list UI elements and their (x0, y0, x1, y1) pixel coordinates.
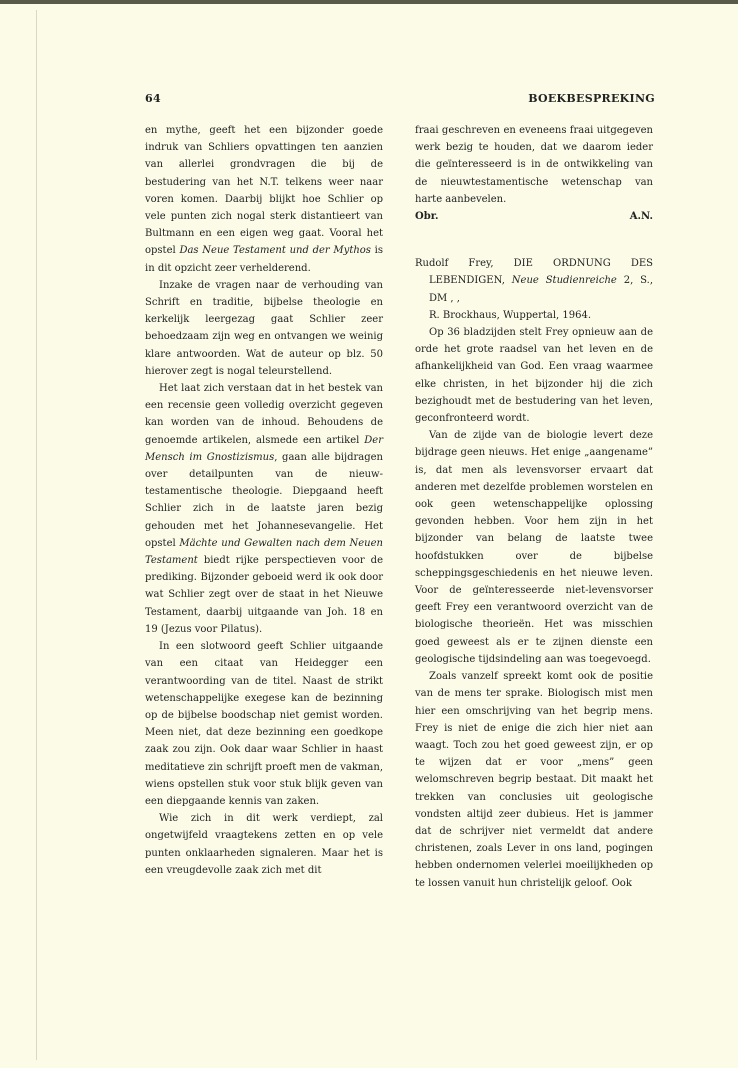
running-header-title: BOEKBESPREKING (528, 92, 655, 105)
paragraph: en mythe, geeft het een bijzonder goede indruk van Schliers opvattingen ten aanzien van allerlei grondvragen die bij de bestudering van het N.T. telkens weer naar voren komen. Daarbij blijkt hoe Schlier op vele punten zich nogal sterk distantieert van Bultmann en een eigen weg gaat. Vooral het opstel Das Neue Testament und der Mythos is in dit opzicht zeer verhelderend. (145, 125, 384, 274)
page-gutter-line (36, 10, 37, 1060)
book-title-italic: Das Neue Testament und der Mythos (179, 245, 371, 257)
signature-left: Obr. (415, 211, 439, 223)
paragraph: fraai geschreven en eveneens fraai uitgegeven werk bezig te houden, dat we daarom ieder die geïnteresseerd is in de ontwikkeling van de nieuwtestamentische wetenschap van harte aanbevelen. (415, 125, 653, 205)
paragraph: In een slotwoord geeft Schlier uitgaande van een citaat van Heidegger een verantwoording van de titel. Naast de strikt wetenschappelijke exegese kan de bezinning op de bijbelse boodschap niet gemist worden. Meen niet, dat deze bezinning een goedkope zaak zou zijn. Ook daar waar Schlier in haast meditatieve zin schrijft proeft men de vakman, wiens opstellen stuk voor stuk blijk geven van een diepgaande kennis van zaken. (145, 641, 383, 807)
paragraph: Zoals vanzelf spreekt komt ook de positie van de mens ter sprake. Biologisch mist men hier een omschrijving van het begrip mens. Frey is niet de enige die zich hier niet aan waagt. Toch zou het goed geweest zijn, er op te wijzen dat er voor „mens” geen welomschreven begrip bestaat. Dit maakt het trekken van conclusies uit geologische vondsten altijd zeer dubieus. Het is jammer dat de schrijver niet vermeldt dat andere christenen, zoals Lever in ons land, pogingen hebben ondernomen velerlei moeilijkheden op te lossen vanuit hun christelijk geloof. Ook (415, 671, 653, 889)
page-number: 64 (145, 92, 161, 105)
biblio-line: Rudolf Frey, DIE ORDNUNG DES LEBENDIGEN, Neue Studienreiche 2, S., DM , , R. Brockhaus, Wuppertal, 1964. (415, 258, 654, 321)
bibliographic-entry (415, 255, 653, 324)
article-title-italic: Der Mensch im Gnostizismus (145, 434, 383, 463)
paragraph: Wie zich in dit werk verdiept, zal ongetwijfeld vraagtekens zetten en op vele punten onklaarheden signaleren. Maar het is een vreugdevolle zaak zich met dit (145, 813, 383, 876)
right-column (415, 122, 653, 892)
paragraph: Op 36 bladzijden stelt Frey opnieuw aan de orde het grote raadsel van het leven en de afhankelijkheid van God. Een vraag waarmee elke christen, in het bijzonder hij die zich bezighoudt met de bestudering van het leven, geconfronteerd wordt. (415, 327, 653, 425)
page-top-edge (0, 0, 738, 4)
paragraph: Van de zijde van de biologie levert deze bijdrage geen nieuws. Het enige „aangename” is, dat men als levensvorser ervaart dat anderen met dezelfde problemen worstelen en ook geen wetenschappelijke oplossing gevonden hebben. Voor hem zijn in het bijzonder van belang de laatste twee hoofdstukken over de bijbelse scheppingsgeschiedenis en het nieuwe leven. Voor de geïnteresseerde niet-levensvorser geeft Frey een verantwoord overzicht van de biologische theorieën. Het was misschien goed geweest als er te zijnen dienste een geologische tijdsindeling aan was toegevoegd. (415, 430, 653, 665)
paragraph: Inzake de vragen naar de verhouding van Schrift en traditie, bijbelse theologie en kerkelijk leergezag gaat Schlier zeer behoedzaam zijn weg en ontvangen we weinig klare antwoorden. Wat de auteur op blz. 50 hierover zegt is nogal teleurstellend. (145, 279, 383, 377)
paragraph: Het laat zich verstaan dat in het bestek van een recensie geen volledig overzicht gegeven kan worden van de inhoud. Behoudens de genoemde artikelen, alsmede een artikel Der Mensch im Gnostizismus, gaan alle bijdragen over detailpunten van de nieuw-testamentische theologie. Diepgaand heeft Schlier zich in de laatste jaren bezig gehouden met het Johannesevangelie. Het opstel Mächte und Gewalten nach dem Neuen Testament biedt rijke perspectieven voor de prediking. Bijzonder geboeid werd ik ook door wat Schlier zegt over de staat in het Nieuwe Testament, daarbij uitgaande van Joh. 18 en 19 (Jezus voor Pilatus). (145, 383, 383, 635)
signature-initials: A.N. (629, 211, 653, 223)
article-title-italic: Mächte und Gewalten nach dem Neuen Testament (145, 537, 383, 567)
reviewer-signature (415, 208, 653, 225)
left-column (145, 122, 383, 879)
